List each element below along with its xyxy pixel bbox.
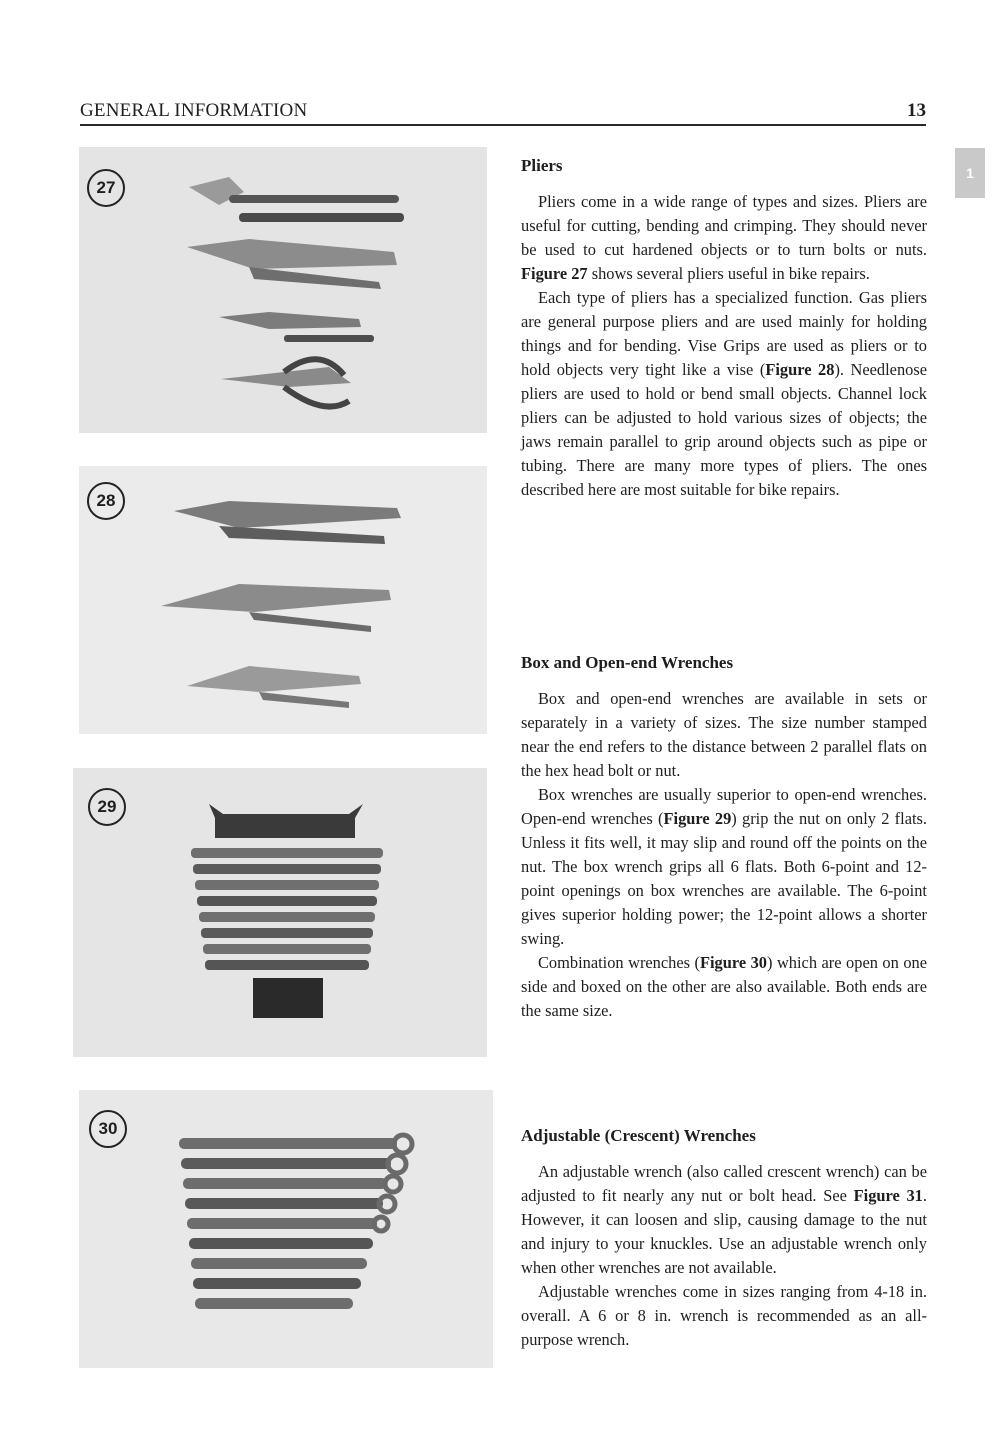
paragraph: Box and open-end wrenches are available in sets or separately in a variety of sizes. The size number stamped near the end refers to the distance between 2 parallel flats on the hex head bolt or nut. — [521, 689, 927, 780]
paragraph: Each type of pliers has a specialized function. Gas pliers are general purpose pliers and are used mainly for holding things and for bending. Vise Grips are used as pliers or to hold objects very tight like a vise (Figure 28). Needlenose pliers are used to hold or bend small objects. Channel lock pliers can be adjusted to hold various sizes of objects; the jaws remain parallel to grip around objects such as pipe or tubing. There are many more types of pliers. The ones described here are most suitable for bike repairs. — [521, 288, 928, 499]
paragraph: Pliers come in a wide range of types and sizes. Pliers are useful for cutting, bending and crimping. They should never be used to cut hardened objects or to turn bolts or nuts. Figure 27 shows several pliers useful in bike repairs. — [521, 192, 927, 283]
paragraph: Adjustable wrenches come in sizes ranging from 4-18 in. overall. A 6 or 8 in. wrench is recommended as an all-purpose wrench. — [521, 1282, 927, 1349]
figure-number: 27 — [87, 169, 125, 207]
section-pliers — [521, 154, 927, 502]
figure-reference: Figure 29 — [663, 809, 732, 828]
section-adjustable-wrenches — [521, 1124, 927, 1352]
figure-reference: Figure 28 — [765, 360, 835, 379]
page-number: 13 — [907, 100, 926, 121]
figure-number: 30 — [89, 1110, 127, 1148]
paragraph: An adjustable wrench (also called crescent wrench) can be adjusted to fit nearly any nut or bolt head. See Figure 31. However, it can loosen and slip, causing damage to the nut and injury to your knuckles. Use an adjustable wrench only when other wrenches are not available. — [521, 1162, 927, 1277]
figure-reference: Figure 27 — [521, 264, 588, 283]
paragraph: Combination wrenches (Figure 30) which are open on one side and boxed on the other are also available. Both ends are the same size. — [521, 953, 927, 1020]
vise-grips-illustration — [79, 466, 487, 734]
section-heading: Box and Open-end Wrenches — [521, 653, 734, 672]
figure-reference: Figure 31 — [853, 1186, 923, 1205]
figure-number: 28 — [87, 482, 125, 520]
figure-number: 29 — [88, 788, 126, 826]
section-heading: Pliers — [521, 156, 563, 175]
figure-28-photo — [79, 466, 487, 734]
figure-reference: Figure 30 — [699, 953, 767, 972]
figure-27-photo — [79, 147, 487, 433]
pliers-illustration — [79, 147, 487, 433]
page-header — [80, 96, 926, 126]
figure-30-photo — [79, 1090, 493, 1368]
combination-wrenches-illustration — [79, 1090, 493, 1368]
running-title: GENERAL INFORMATION — [80, 100, 308, 121]
chapter-tab: 1 — [955, 148, 985, 198]
figure-29-photo — [73, 768, 487, 1057]
open-end-wrenches-illustration — [73, 768, 487, 1057]
section-heading: Adjustable (Crescent) Wrenches — [521, 1126, 756, 1145]
section-box-open-end-wrenches — [521, 651, 927, 1023]
paragraph: Box wrenches are usually superior to open-end wrenches. Open-end wrenches (Figure 29) grip the nut on only 2 flats. Unless it fits well, it may slip and round off the points on the nut. The box wrench grips all 6 flats. Both 6-point and 12-point openings on box wrenches are available. The 6-point gives superior holding power; the 12-point allows a shorter swing. — [521, 785, 928, 948]
